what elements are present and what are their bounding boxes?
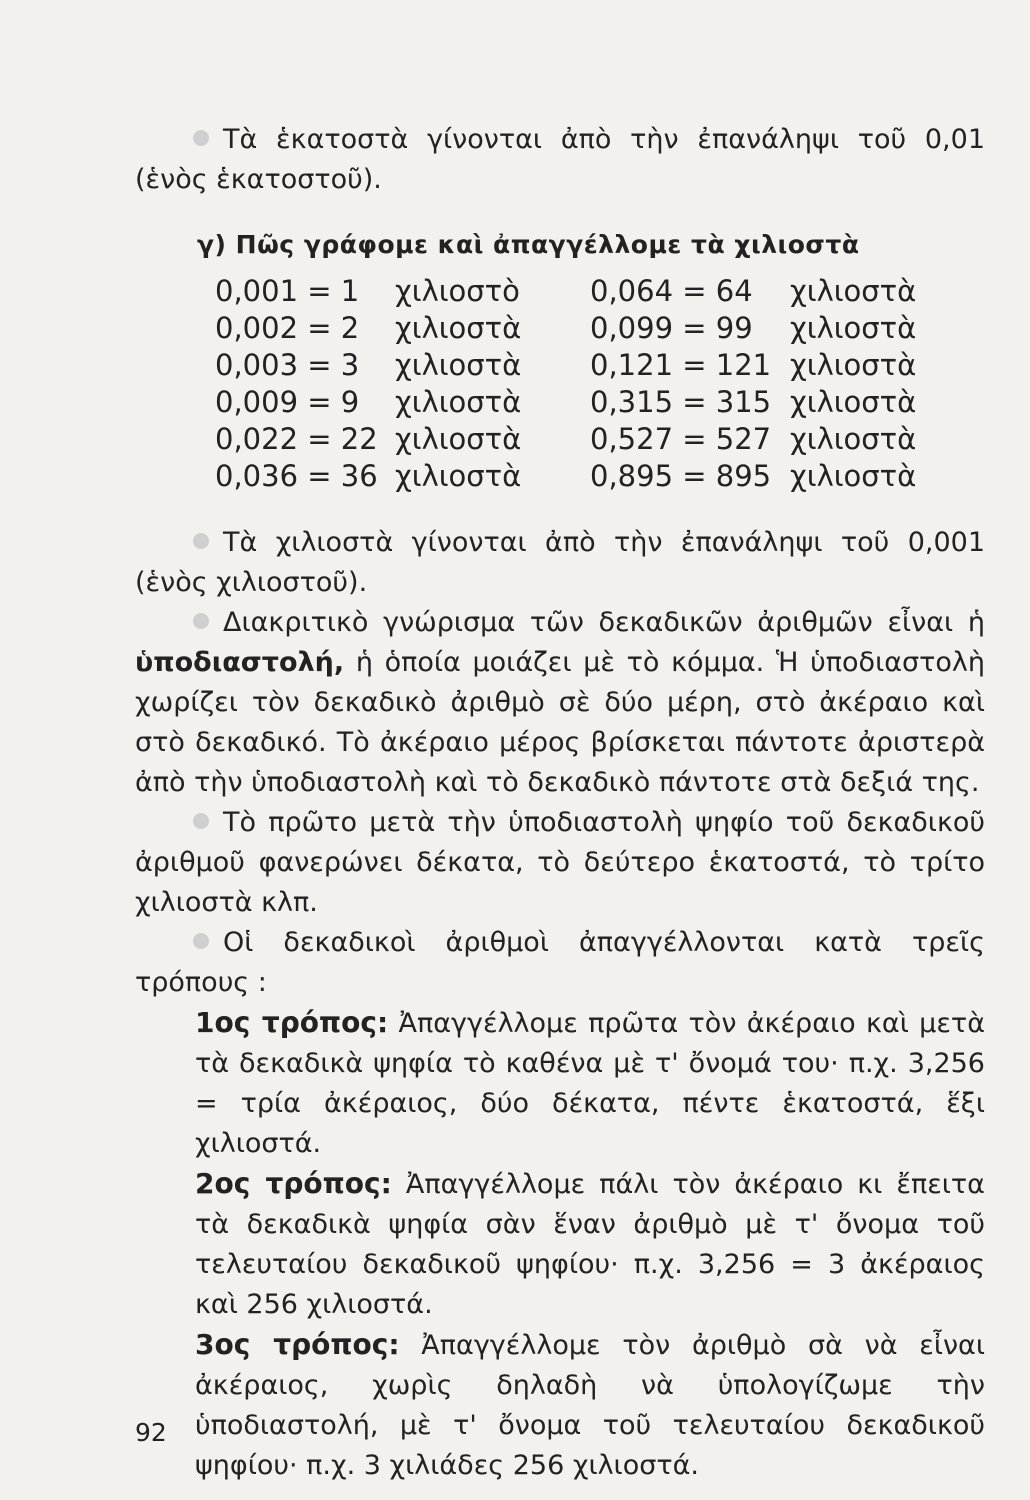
- paragraph-hundredths: [135, 120, 985, 200]
- table-cell-equation: 0,022 = 22: [215, 422, 378, 456]
- table-cell-word: χιλιοστὰ: [790, 385, 917, 419]
- table-cell-equation: 0,315 = 315: [590, 385, 772, 419]
- method-3-label: 3ος τρόπος:: [195, 1328, 400, 1361]
- table-cell-equation: 0,099 = 99: [590, 311, 753, 345]
- digit-order-text: Τὸ πρῶτο μετὰ τὴν ὑποδιαστολὴ ψηφίο τοῦ δεκαδικοῦ ἀριθμοῦ φανερώνει δέκατα, τὸ δεύτερο ἑκατοστά, τὸ τρίτο χιλιοστὰ κλπ.: [135, 807, 985, 918]
- bullet-icon: [193, 533, 209, 549]
- table-cell-equation: 0,009 = 9: [215, 385, 360, 419]
- table-left-column: [215, 273, 521, 495]
- table-cell-word: χιλιοστὰ: [790, 274, 917, 308]
- table-cell-word: χιλιοστὰ: [790, 311, 917, 345]
- table-cell-word: χιλιοστὰ: [790, 422, 917, 456]
- table-row: [590, 384, 916, 421]
- table-row: [590, 310, 916, 347]
- paragraph-hundredths-text: Τὰ ἑκατοστὰ γίνονται ἀπὸ τὴν ἐπανάληψι τοῦ 0,01 (ἑνὸς ἑκατοστοῦ).: [135, 124, 985, 195]
- page-number: 92: [135, 1418, 167, 1447]
- table-cell-word: χιλιοστὰ: [395, 459, 522, 493]
- paragraph-digit-order: [135, 803, 985, 923]
- decimal-point-term: ὑποδιαστολή,: [135, 647, 345, 678]
- method-1-text: Ἀπαγγέλλομε πρῶτα τὸν ἀκέραιο καὶ μετὰ τὰ δεκαδικὰ ψηφία τὸ καθένα μὲ τ' ὄνομά του· π.χ. 3,256 = τρία ἀκέραιος, δύο δέκατα, πέντε ἑκατοστά, ἕξι χιλιοστά.: [195, 1008, 985, 1159]
- method-2-text: Ἀπαγγέλλομε πάλι τὸν ἀκέραιο κι ἔπειτα τὰ δεκαδικὰ ψηφία σὰν ἕναν ἀριθμὸ μὲ τ' ὄνομα τοῦ τελευταίου δεκαδικοῦ ψηφίου· π.χ. 3,256 = 3 ἀκέραιος καὶ 256 χιλιοστά.: [195, 1169, 985, 1320]
- bullet-icon: [193, 933, 209, 949]
- table-row: [215, 458, 521, 495]
- table-row: [215, 310, 521, 347]
- table-row: [590, 421, 916, 458]
- table-cell-equation: 0,036 = 36: [215, 459, 378, 493]
- table-cell-word: χιλιοστὰ: [790, 459, 917, 493]
- method-2: [135, 1164, 985, 1325]
- paragraph-thousandths: [135, 523, 985, 603]
- method-2-label: 2ος τρόπος:: [195, 1167, 392, 1200]
- decimal-point-explanation: ἡ ὁποία μοιάζει μὲ τὸ κόμμα. Ἡ ὑποδιαστολὴ χωρίζει τὸν δεκαδικὸ ἀριθμὸ σὲ δύο μέρη, στὸ ἀκέραιο καὶ στὸ δεκαδικό. Τὸ ἀκέραιο μέρος βρίσκεται πάντοτε ἀριστερὰ ἀπὸ τὴν ὑποδιαστολὴ καὶ τὸ δεκαδικὸ πάντοτε στὰ δεξιά της.: [135, 647, 985, 798]
- decimal-point-intro: Διακριτικὸ γνώρισμα τῶν δεκαδικῶν ἀριθμῶν εἶναι ἡ: [223, 607, 985, 638]
- table-row: [215, 421, 521, 458]
- table-right-column: [590, 273, 916, 495]
- table-row: [590, 458, 916, 495]
- thousandths-table: [135, 273, 985, 503]
- paragraph-thousandths-text: Τὰ χιλιοστὰ γίνονται ἀπὸ τὴν ἐπανάληψι τοῦ 0,001 (ἑνὸς χιλιοστοῦ).: [135, 527, 985, 598]
- table-cell-word: χιλιοστὸ: [395, 274, 520, 308]
- table-row: [215, 384, 521, 421]
- paragraph-three-ways: [135, 923, 985, 1003]
- table-cell-equation: 0,527 = 527: [590, 422, 772, 456]
- section-title: γ) Πῶς γράφομε καὶ ἀπαγγέλλομε τὰ χιλιοστὰ: [197, 230, 860, 259]
- table-cell-word: χιλιοστὰ: [395, 311, 522, 345]
- method-3: [135, 1325, 985, 1486]
- table-cell-equation: 0,002 = 2: [215, 311, 360, 345]
- table-cell-word: χιλιοστὰ: [395, 385, 522, 419]
- table-cell-word: χιλιοστὰ: [790, 348, 917, 382]
- table-cell-word: χιλιοστὰ: [395, 422, 522, 456]
- table-row: [590, 273, 916, 310]
- table-row: [215, 273, 521, 310]
- table-cell-equation: 0,121 = 121: [590, 348, 772, 382]
- bullet-icon: [193, 130, 209, 146]
- table-cell-equation: 0,895 = 895: [590, 459, 772, 493]
- page-content: [135, 120, 985, 1486]
- method-1-label: 1ος τρόπος:: [195, 1006, 389, 1039]
- paragraph-decimal-point: [135, 603, 985, 803]
- bullet-icon: [193, 813, 209, 829]
- table-cell-equation: 0,001 = 1: [215, 274, 360, 308]
- table-row: [590, 347, 916, 384]
- table-row: [215, 347, 521, 384]
- table-cell-equation: 0,064 = 64: [590, 274, 753, 308]
- method-1: [135, 1003, 985, 1164]
- method-3-text: Ἀπαγγέλλομε τὸν ἀριθμὸ σὰ νὰ εἶναι ἀκέραιος, χωρὶς δηλαδὴ νὰ ὑπολογίζωμε τὴν ὑποδιαστολή, μὲ τ' ὄνομα τοῦ τελευταίου δεκαδικοῦ ψηφίου· π.χ. 3 χιλιάδες 256 χιλιοστά.: [195, 1330, 985, 1481]
- bullet-icon: [193, 613, 209, 629]
- three-ways-text: Οἱ δεκαδικοὶ ἀριθμοὶ ἀπαγγέλλονται κατὰ τρεῖς τρόπους :: [135, 927, 985, 998]
- table-cell-equation: 0,003 = 3: [215, 348, 360, 382]
- table-cell-word: χιλιοστὰ: [395, 348, 522, 382]
